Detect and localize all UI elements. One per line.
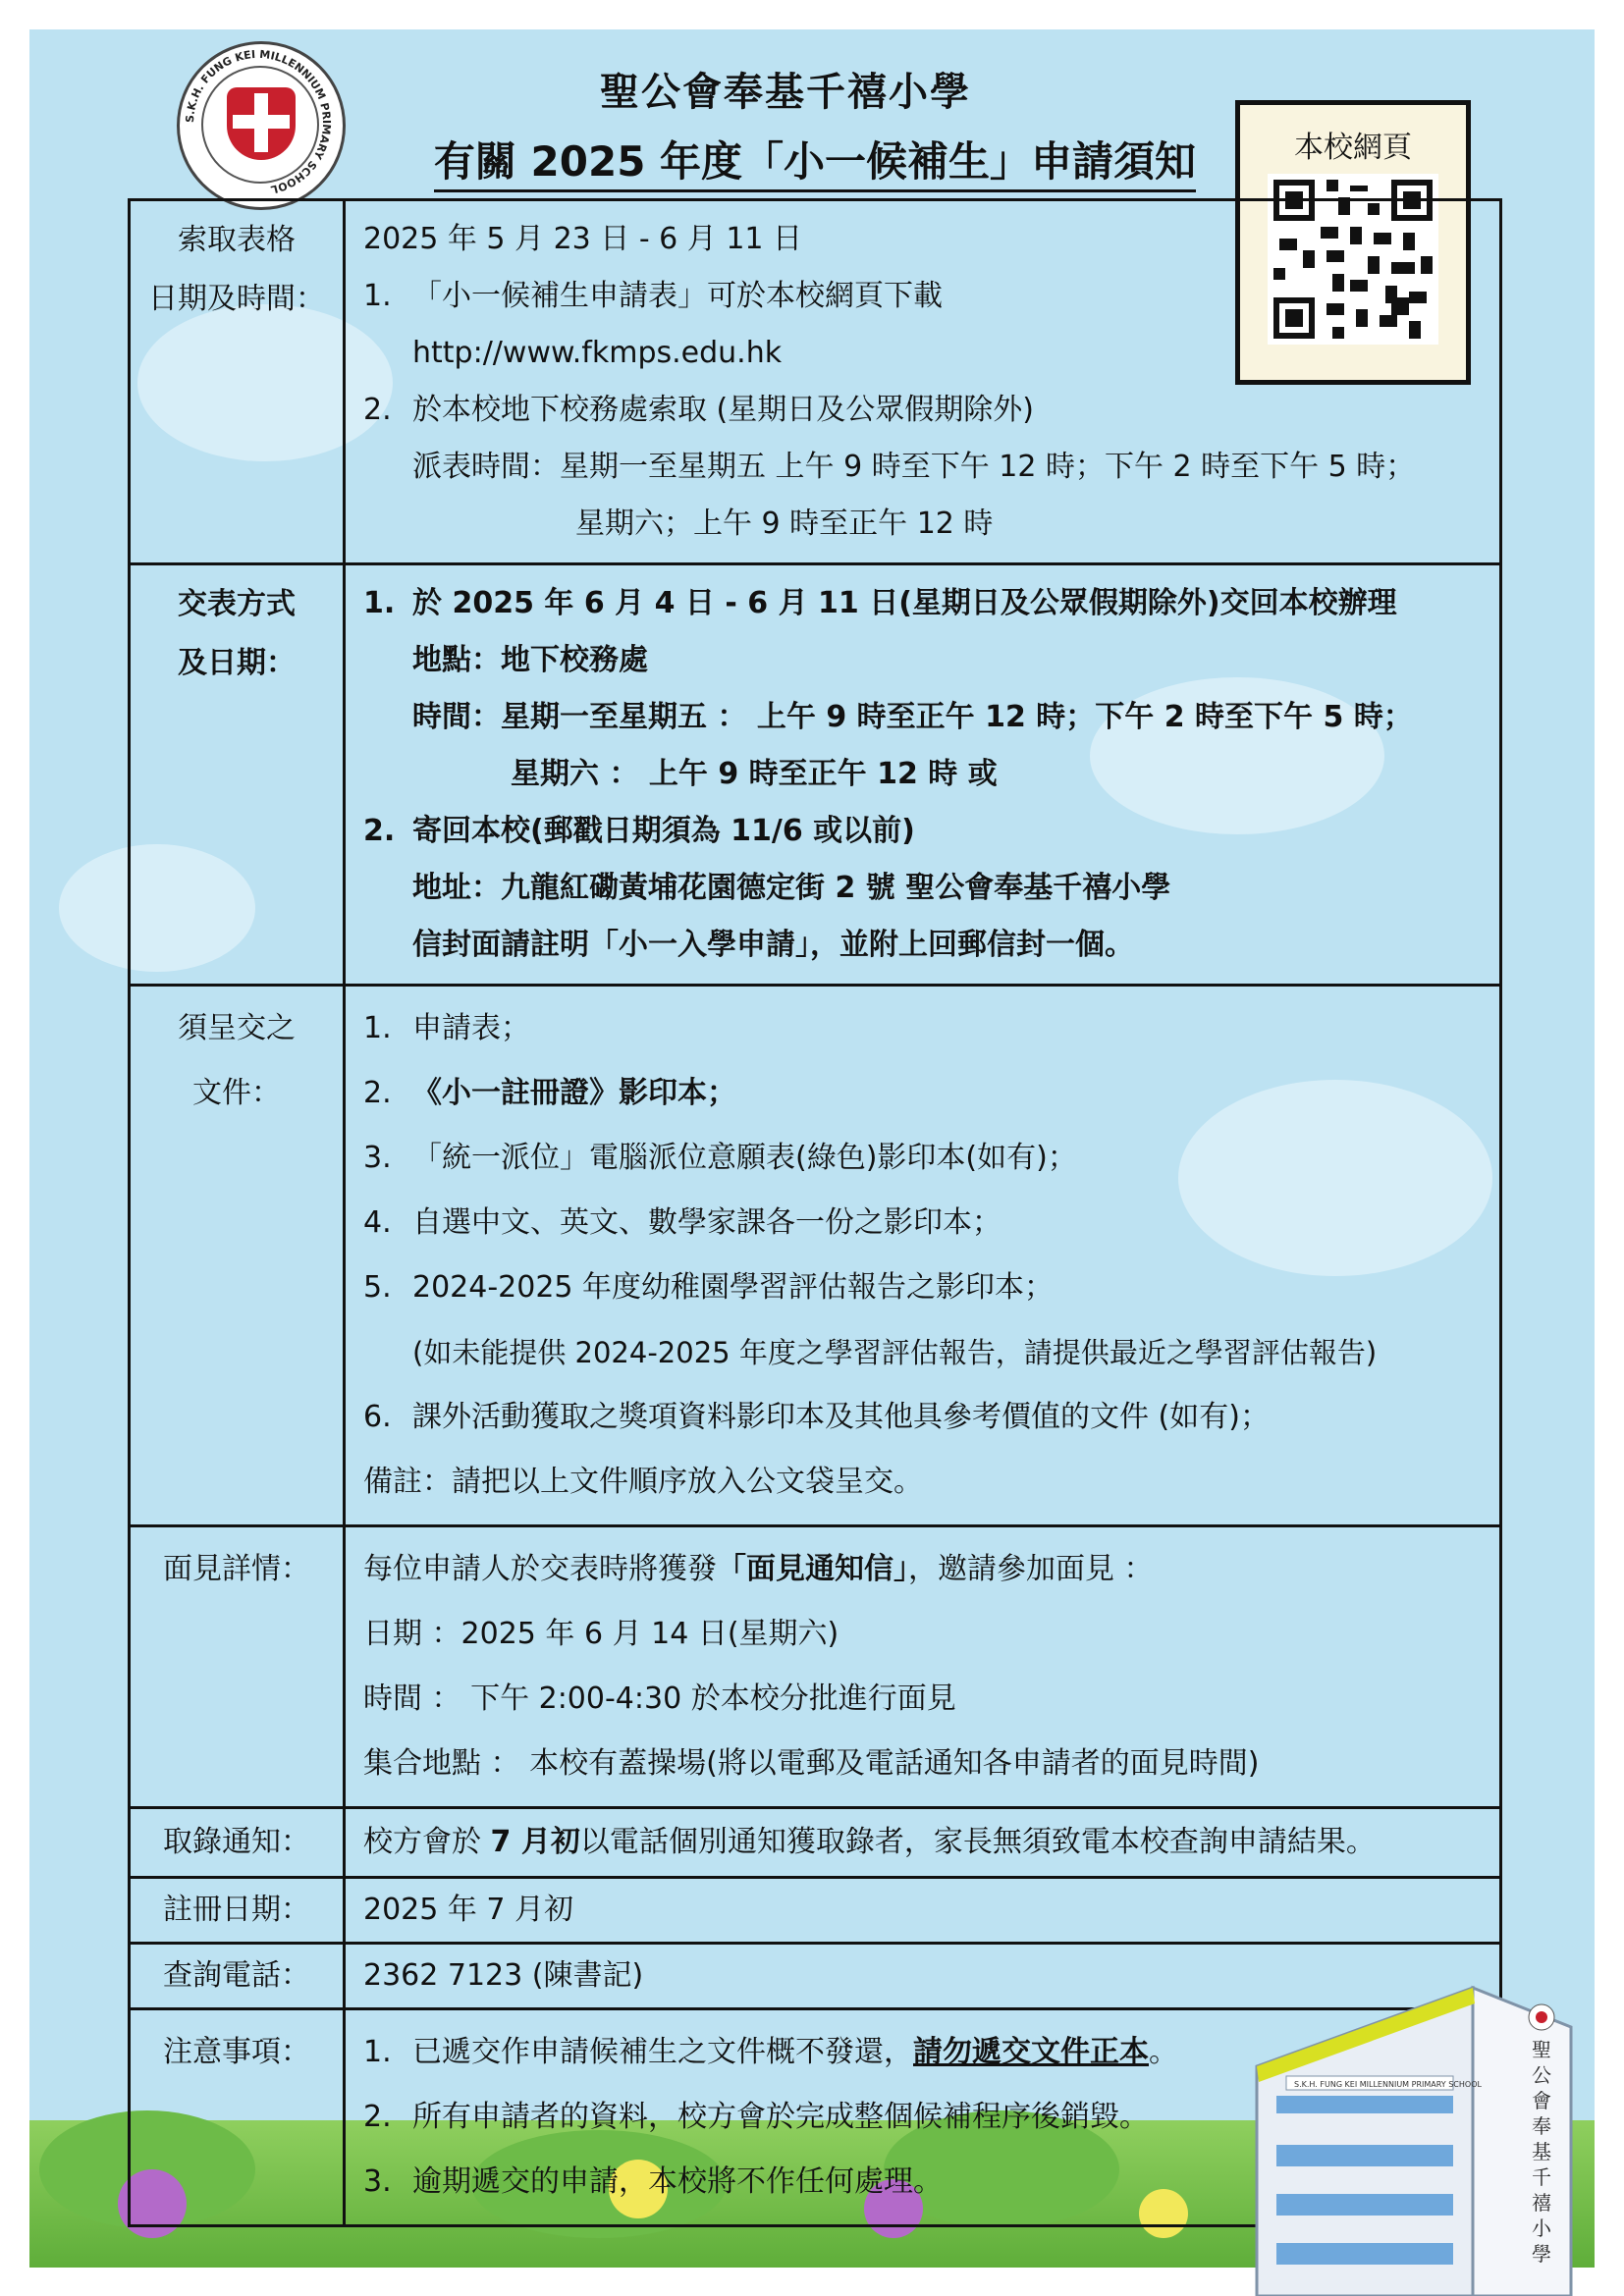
submit-place: 地點：地下校務處	[412, 643, 648, 677]
list-item: 4. 自選中文、英文、數學家課各一份之影印本；	[363, 1205, 1001, 1240]
building-sign: 聖公會奉基千禧小學	[1532, 2038, 1551, 2266]
distribution-hours-sat: 星期六；上午 9 時至正午 12 時	[575, 507, 994, 541]
building-banner: S.K.H. FUNG KEI MILLENNIUM PRIMARY SCHOOL	[1294, 2080, 1482, 2089]
documents-remark: 備註：請把以上文件順序放入公文袋呈交。	[363, 1465, 923, 1499]
list-item: 2. 所有申請者的資料，校方會於完成整個候補程序後銷毀。	[363, 2100, 1149, 2134]
svg-text:S.K.H. FUNG KEI MILLENNIUM PRI	[184, 48, 333, 196]
envelope-note: 信封面請註明「小一入學申請」，並附上回郵信封一個。	[412, 928, 1134, 962]
report-note: (如未能提供 2024-2025 年度之學習評估報告，請提供最近之學習評估報告)	[412, 1336, 1378, 1369]
row-value	[345, 200, 1501, 564]
label-line: 面見詳情：	[163, 1552, 310, 1586]
label-line: 須呈交之	[178, 1011, 296, 1045]
info-table	[128, 198, 1502, 2227]
interview-intro: 每位申請人於交表時將獲發「面見通知信」，邀請參加面見 ：	[363, 1552, 1154, 1586]
interview-date: 日期 ：2025 年 6 月 14 日(星期六)	[363, 1617, 839, 1651]
row-value	[345, 564, 1501, 986]
school-logo	[177, 41, 346, 210]
row-label	[130, 564, 345, 986]
notice-title: 有關 2025 年度「小一候補生」申請須知	[422, 130, 1208, 188]
label-line: 日期及時間：	[148, 282, 325, 316]
list-item: 1. 已遞交作申請候補生之文件概不發還，請勿遞交文件正本。	[363, 2035, 1178, 2069]
row-collect-forms	[130, 200, 1501, 564]
label-line: 注意事項：	[163, 2035, 310, 2069]
enquiry-phone: 2362 7123 (陳書記)	[345, 1944, 1501, 2009]
list-item: 2. 於本校地下校務處索取 (星期日及公眾假期除外)	[363, 393, 1034, 427]
row-submission	[130, 564, 1501, 986]
registration-date: 2025 年 7 月初	[345, 1878, 1501, 1944]
row-label: 註冊日期：	[130, 1878, 345, 1944]
label-line: 文件：	[192, 1076, 281, 1110]
school-building-illustration	[1218, 1949, 1591, 2296]
row-documents	[130, 986, 1501, 1526]
row-label	[130, 1526, 345, 1808]
school-name: 聖公會奉基千禧小學	[600, 70, 971, 115]
row-label	[130, 986, 345, 1526]
row-value	[345, 1808, 1501, 1878]
interview-venue: 集合地點 ： 本校有蓋操場(將以電郵及電話通知各申請者的面見時間)	[363, 1746, 1260, 1781]
submit-time-sat: 星期六 ： 上午 9 時至正午 12 時 或	[511, 757, 998, 791]
row-label: 取錄通知：	[130, 1808, 345, 1878]
row-label	[130, 200, 345, 564]
row-value	[345, 986, 1501, 1526]
list-item: 6. 課外活動獲取之獎項資料影印本及其他具參考價值的文件 (如有)；	[363, 1400, 1270, 1434]
list-item: 5. 2024-2025 年度幼稚園學習評估報告之影印本；	[363, 1270, 1055, 1305]
row-value	[345, 1526, 1501, 1808]
list-item: 1. 於 2025 年 6 月 4 日 - 6 月 11 日(星期日及公眾假期除外)交回本校辦理	[363, 586, 1397, 620]
submit-time: 時間：星期一至星期五 ： 上午 9 時至正午 12 時；下午 2 時至下午 5 時；	[412, 700, 1413, 734]
admission-notice: 校方會於 7 月初以電話個別通知獲取錄者，家長無須致電本校查詢申請結果。	[363, 1825, 1376, 1859]
row-label	[130, 2009, 345, 2226]
row-admission	[130, 1808, 1501, 1878]
collect-dates: 2025 年 5 月 23 日 - 6 月 11 日	[363, 222, 803, 256]
list-item: 1. 「小一候補生申請表」可於本校網頁下載	[363, 279, 943, 313]
row-interview	[130, 1526, 1501, 1808]
label-line: 及日期：	[178, 646, 296, 680]
row-label: 查詢電話：	[130, 1944, 345, 2009]
list-item: 3. 「統一派位」電腦派位意願表(綠色)影印本(如有)；	[363, 1141, 1077, 1175]
list-item: 2. 寄回本校(郵戳日期須為 11/6 或以前)	[363, 814, 915, 848]
list-item: 2. 《小一註冊證》影印本；	[363, 1076, 736, 1110]
distribution-hours: 派表時間：星期一至星期五 上午 9 時至下午 12 時；下午 2 時至下午 5 時；	[412, 450, 1416, 484]
label-line: 交表方式	[178, 587, 296, 621]
mail-address: 地址：九龍紅磡黃埔花園德定街 2 號 聖公會奉基千禧小學	[412, 871, 1171, 905]
school-website-link[interactable]: http://www.fkmps.edu.hk	[412, 336, 783, 370]
row-registration	[130, 1878, 1501, 1944]
logo-text: S.K.H. FUNG KEI MILLENNIUM PRIMARY SCHOOL	[183, 47, 334, 196]
list-item: 1. 申請表；	[363, 1011, 530, 1045]
list-item: 3. 逾期遞交的申請，本校將不作任何處理。	[363, 2164, 943, 2199]
interview-time: 時間 ： 下午 2:00-4:30 於本校分批進行面見	[363, 1682, 956, 1716]
qr-label: 本校網頁	[1294, 131, 1412, 165]
label-line: 索取表格	[178, 223, 296, 257]
